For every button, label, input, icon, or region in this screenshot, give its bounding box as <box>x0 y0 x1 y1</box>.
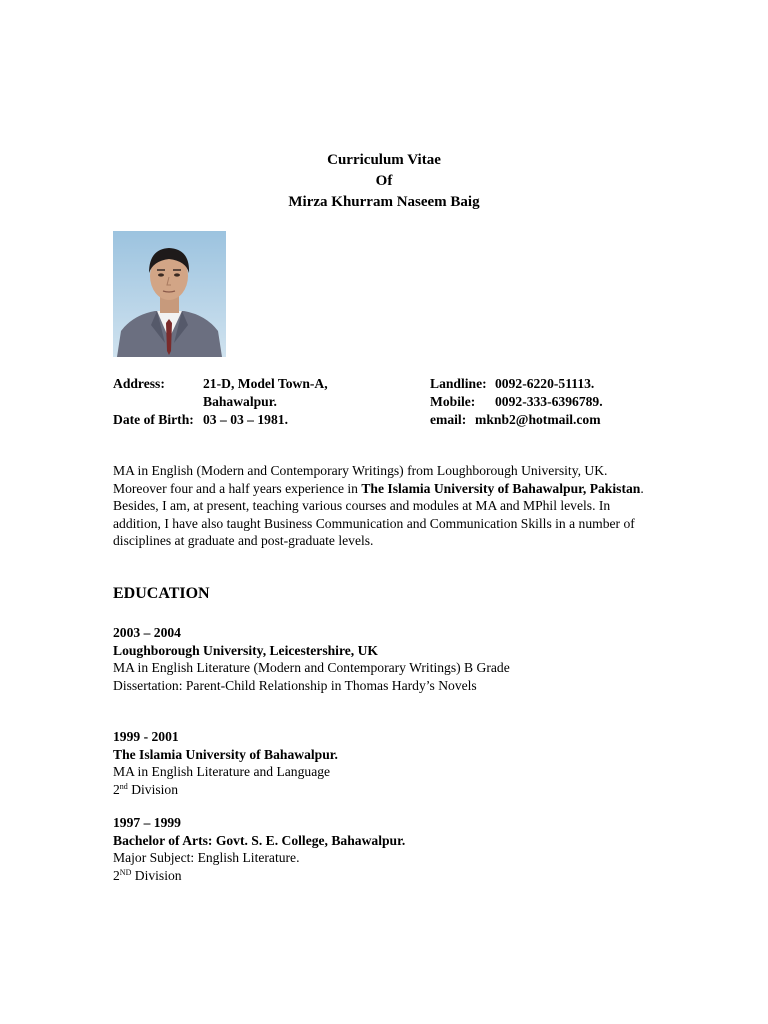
cv-title-of: Of <box>375 173 393 189</box>
education-institution: The Islamia University of Bahawalpur. <box>113 746 338 762</box>
division-text: Division <box>131 868 182 884</box>
summary-employer: The Islamia University of Bahawalpur, Pakistan <box>361 480 641 496</box>
cv-name: Mirza Khurram Naseem Baig <box>288 194 480 210</box>
education-degree: MA in English Literature and Language <box>113 764 331 780</box>
division-text: Division <box>127 782 179 798</box>
education-entry <box>113 624 673 695</box>
dob-label: Date of Birth: <box>113 412 194 427</box>
mobile-label: Mobile: <box>430 394 476 409</box>
address-line1: 21-D, Model Town-A, <box>203 376 328 391</box>
division-ordinal: nd <box>119 782 128 792</box>
email-label: email: <box>430 412 467 427</box>
division-number: 2 <box>113 868 120 884</box>
education-institution: Loughborough University, Leicestershire, UK <box>113 642 378 658</box>
education-detail: Dissertation: Parent-Child Relationship in Thomas Hardy’s Novels <box>113 678 477 694</box>
education-entry <box>113 814 673 885</box>
landline-value: 0092-6220-51113. <box>495 376 595 391</box>
education-division <box>113 781 673 799</box>
education-institution: Bachelor of Arts: Govt. S. E. College, Bahawalpur. <box>113 832 406 848</box>
education-heading: EDUCATION <box>113 585 210 602</box>
education-degree: Major Subject: English Literature. <box>113 850 300 866</box>
email-value[interactable]: mknb2@hotmail.com <box>475 412 601 427</box>
summary-paragraph <box>113 462 648 550</box>
landline-label: Landline: <box>430 376 487 391</box>
division-ordinal: ND <box>119 868 132 878</box>
education-entry <box>113 728 673 799</box>
address-line2: Bahawalpur. <box>203 394 277 409</box>
division-number: 2 <box>113 782 120 798</box>
education-degree: MA in English Literature (Modern and Contemporary Writings) B Grade <box>113 660 510 676</box>
education-years: 1999 - 2001 <box>113 729 179 744</box>
summary-text-1: MA in English (Modern and Contemporary Writings) from Loughborough University, UK. Moreover four and a half years experience in <box>113 463 608 496</box>
dob-value: 03 – 03 – 1981. <box>203 412 288 427</box>
mobile-value: 0092-333-6396789. <box>495 394 603 409</box>
education-division <box>113 867 673 885</box>
cv-title: Curriculum Vitae <box>327 152 441 168</box>
summary-text-2: . Besides, I am, at present, teaching various courses and modules at MA and MPhil levels. In addition, I have also taught Business Communication and Communication Skills in a number of disciplines at graduate and post-graduate levels. <box>113 480 644 549</box>
education-years: 1997 – 1999 <box>113 815 181 830</box>
portrait-photo <box>113 231 226 357</box>
address-label: Address: <box>113 376 165 391</box>
education-years: 2003 – 2004 <box>113 625 181 640</box>
